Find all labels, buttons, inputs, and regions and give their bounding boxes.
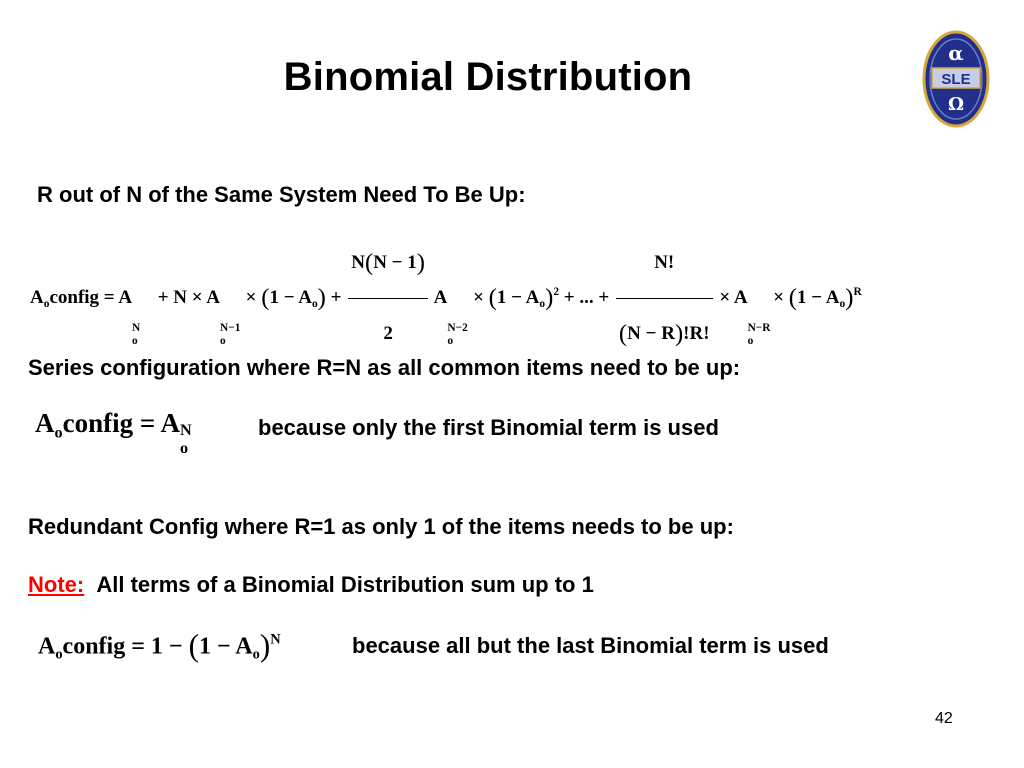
- svg-text:SLE: SLE: [941, 71, 971, 88]
- note-text: All terms of a Binomial Distribution sum up to 1: [96, 572, 594, 597]
- note-label: Note:: [28, 572, 85, 597]
- redundant-config-heading: Redundant Config where R=1 as only 1 of the items needs to be up:: [28, 514, 734, 539]
- series-explanation: because only the first Binomial term is used: [258, 415, 719, 440]
- series-config-heading: Series configuration where R=N as all common items need to be up:: [28, 355, 741, 380]
- svg-text:Ω: Ω: [947, 94, 965, 115]
- note-line: [28, 572, 594, 598]
- sle-logo-icon: [922, 30, 990, 128]
- heading-r-out-of-n: R out of N of the Same System Need To Be Up:: [37, 182, 526, 207]
- slide-title: Binomial Distribution: [283, 55, 693, 99]
- general-binomial-formula: $A_oconfig = A$ N o + N × A N−1 o × $(1 - A_o)$ + $\frac{N(N - 1)}{2}$ A N−2 o × $(1 - A_o)^2$ + ... + $\frac{N!}{(N - R)!R!}$ × A N−R o × $(1 - A_o)^R$: [30, 230, 862, 367]
- redundant-explanation: because all but the last Binomial term is used: [352, 633, 829, 658]
- page-number: 42: [935, 710, 953, 727]
- series-formula: $A_oconfig = A$ N o: [35, 408, 192, 458]
- redundant-formula: $A_oconfig = 1 - (1 - A_o)^N$: [38, 628, 281, 663]
- svg-text:α: α: [948, 41, 964, 65]
